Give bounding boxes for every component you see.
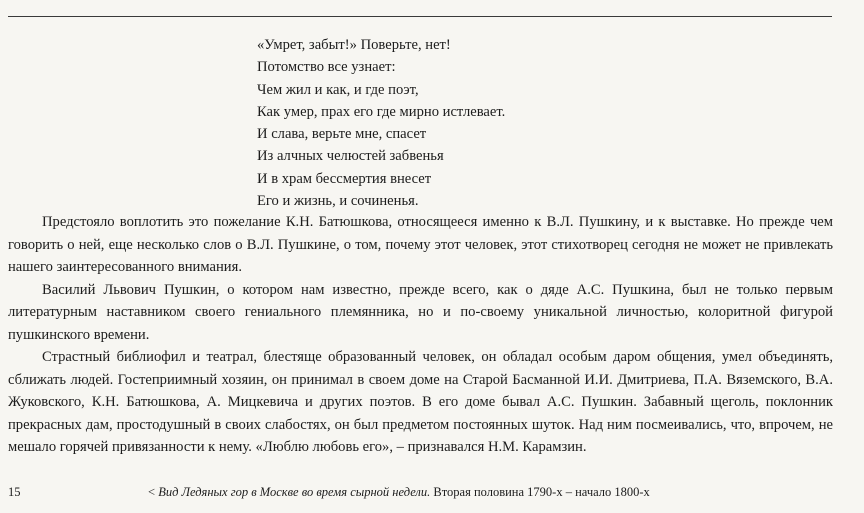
caption-marker: < bbox=[148, 485, 156, 499]
caption-title: Вид Ледяных гор в Москве во время сырной недели. bbox=[158, 485, 431, 499]
paragraph: Страстный библиофил и театрал, блестяще образованный человек, он обладал особым даром общения, умел объединять, сближать людей. Гостеприимный хозяин, он принимал в своем доме на Старой Басманной И.И. Дмитриева, П.А. Вяземского, В.А. Жуковского, К.Н. Батюшкова, А. Мицкевича и других поэтов. В его доме бывал А.С. Пушкин. Забавный щеголь, поклонник прекрасных дам, простодушный в своих слабостях, он был предметом постоянных шуток. Над ним посмеивались, что, впрочем, не мешало горячей привязанности к нему. «Люблю любовь его», – признавался Н.М. Карамзин. bbox=[8, 349, 833, 455]
poem-line: Потомство все узнает: bbox=[257, 59, 396, 76]
poem-line: Из алчных челюстей забвенья bbox=[257, 148, 444, 165]
poem-line: Чем жил и как, и где поэт, bbox=[257, 81, 419, 98]
top-rule bbox=[8, 16, 832, 17]
poem-line: Его и жизнь, и сочиненья. bbox=[257, 193, 419, 210]
poem-line: «Умрет, забыт!» Поверьте, нет! bbox=[257, 37, 451, 53]
poem-line: Как умер, прах его где мирно истлевает. bbox=[257, 103, 506, 120]
poem-line: И слава, верьте мне, спасет bbox=[257, 126, 427, 143]
caption-date: Вторая половина 1790-х – начало 1800-х bbox=[433, 485, 650, 499]
paragraph: Василий Львович Пушкин, о котором нам известно, прежде всего, как о дяде А.С. Пушкина, был не только первым литературным наставником своего гениального племянника, но и по-своему уникальной личностью, колоритной фигурой пушкинского времени. bbox=[8, 281, 833, 343]
poem-line: И в храм бессмертия внесет bbox=[257, 170, 432, 187]
body-text bbox=[8, 211, 833, 459]
poem-epigraph bbox=[257, 34, 505, 212]
paragraph: Предстояло воплотить это пожелание К.Н. Батюшкова, относящееся именно к В.Л. Пушкину, и к выставке. Но прежде чем говорить о ней, еще несколько слов о В.Л. Пушкине, о том, почему этот человек, этот стихотворец сегодня не может не привлекать нашего заинтересованного внимания. bbox=[8, 214, 833, 275]
image-caption bbox=[148, 485, 708, 500]
page-number: 15 bbox=[8, 485, 21, 499]
